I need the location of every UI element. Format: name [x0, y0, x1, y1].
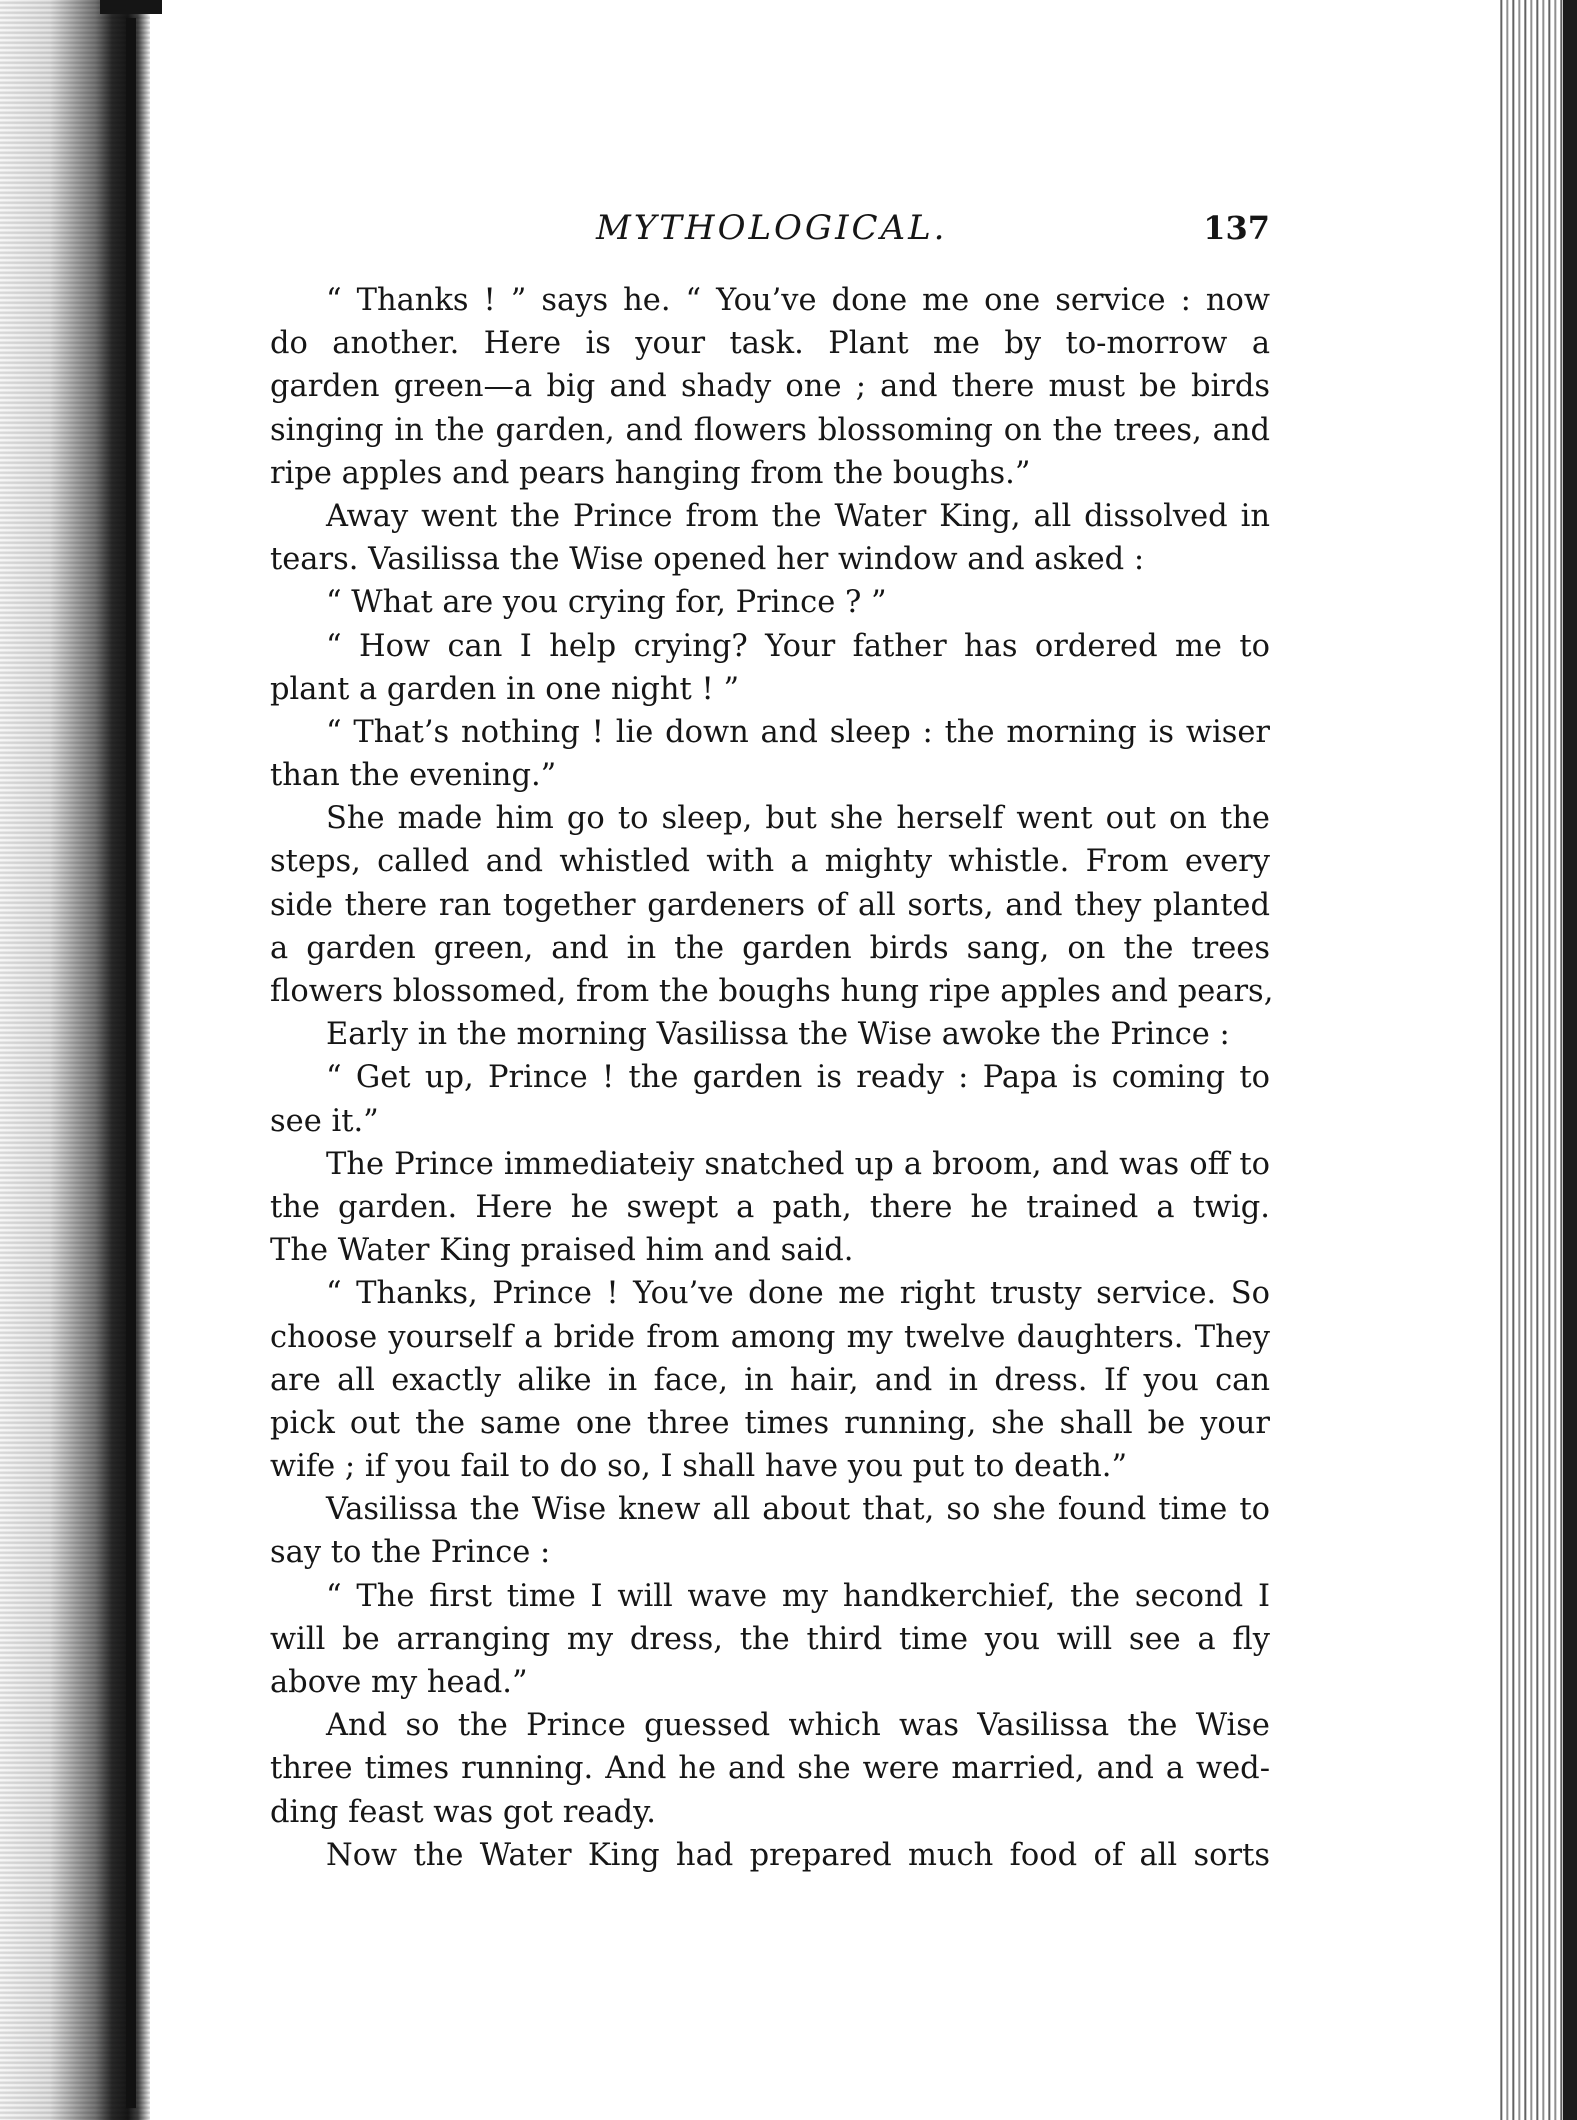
text-line: Now the Water King had prepared much food of all sorts: [326, 1837, 1270, 1873]
text-line: singing in the garden, and flowers blossoming on the trees, and: [270, 412, 1270, 448]
text-line: see it.”: [270, 1103, 379, 1139]
text-line: do another. Here is your task. Plant me by to-morrow a: [270, 326, 1270, 362]
text-line: “ That’s nothing ! lie down and sleep : the morning is wiser: [326, 714, 1270, 750]
left-binding-line: [126, 18, 136, 2108]
text-line: Vasilissa the Wise knew all about that, so she found time to: [326, 1492, 1270, 1528]
running-head: MYTHOLOGICAL.: [596, 208, 948, 248]
text-line: Early in the morning Vasilissa the Wise awoke the Prince :: [326, 1017, 1230, 1053]
text-line: are all exactly alike in face, in hair, and in dress. If you can: [270, 1362, 1270, 1398]
text-line: three times running. And he and she were married, and a wed-: [270, 1751, 1270, 1787]
text-line: And so the Prince guessed which was Vasilissa the Wise: [326, 1708, 1270, 1744]
text-line: steps, called and whistled with a mighty whistle. From every: [270, 844, 1270, 880]
text-line: choose yourself a bride from among my twelve daughters. They: [270, 1319, 1270, 1355]
text-line: wife ; if you fail to do so, I shall have you put to death.”: [270, 1449, 1128, 1485]
text-line: “ The first time I will wave my handkerchief, the second I: [326, 1578, 1270, 1614]
text-line: garden green—a big and shady one ; and there must be birds: [270, 369, 1270, 405]
page-number: 137: [1203, 209, 1270, 247]
text-line: pick out the same one three times running, she shall be your: [270, 1405, 1270, 1441]
text-line: “ What are you crying for, Prince ? ”: [326, 585, 887, 621]
page-header: [270, 200, 1270, 256]
right-page-edge-dark: [1563, 0, 1577, 2120]
text-line: plant a garden in one night ! ”: [270, 671, 740, 707]
text-line: a garden green, and in the garden birds sang, on the trees: [270, 930, 1270, 966]
text-line: side there ran together gardeners of all sorts, and they planted: [270, 887, 1270, 923]
text-line: “ Thanks ! ” says he. “ You’ve done me one service : now: [326, 283, 1270, 318]
text-line: than the evening.”: [270, 758, 557, 794]
text-line: Away went the Prince from the Water King, all dissolved in: [326, 498, 1270, 534]
text-line: the garden. Here he swept a path, there he trained a twig.: [270, 1189, 1270, 1225]
body-text: [270, 279, 1274, 1877]
text-line: The Prince immediateiy snatched up a broom, and was off to: [326, 1146, 1270, 1182]
left-binding-tab: [100, 0, 162, 14]
text-line: above my head.”: [270, 1665, 528, 1700]
text-line: She made him go to sleep, but she herself went out on the: [326, 801, 1270, 837]
text-line: “ Thanks, Prince ! You’ve done me right trusty service. So: [326, 1276, 1270, 1312]
text-line: say to the Prince :: [270, 1535, 551, 1571]
text-line: ding feast was got ready.: [270, 1794, 656, 1830]
text-line: will be arranging my dress, the third time you will see a fly: [270, 1621, 1270, 1657]
text-line: “ How can I help crying? Your father has ordered me to: [326, 628, 1270, 664]
text-line: ripe apples and pears hanging from the boughs.”: [270, 455, 1031, 491]
text-line: “ Get up, Prince ! the garden is ready : Papa is coming to: [326, 1060, 1270, 1096]
text-line: The Water King praised him and said.: [270, 1233, 854, 1269]
text-line: tears. Vasilissa the Wise opened her window and asked :: [270, 542, 1145, 578]
text-line: flowers blossomed, from the boughs hung ripe apples and pears,: [270, 974, 1274, 1009]
